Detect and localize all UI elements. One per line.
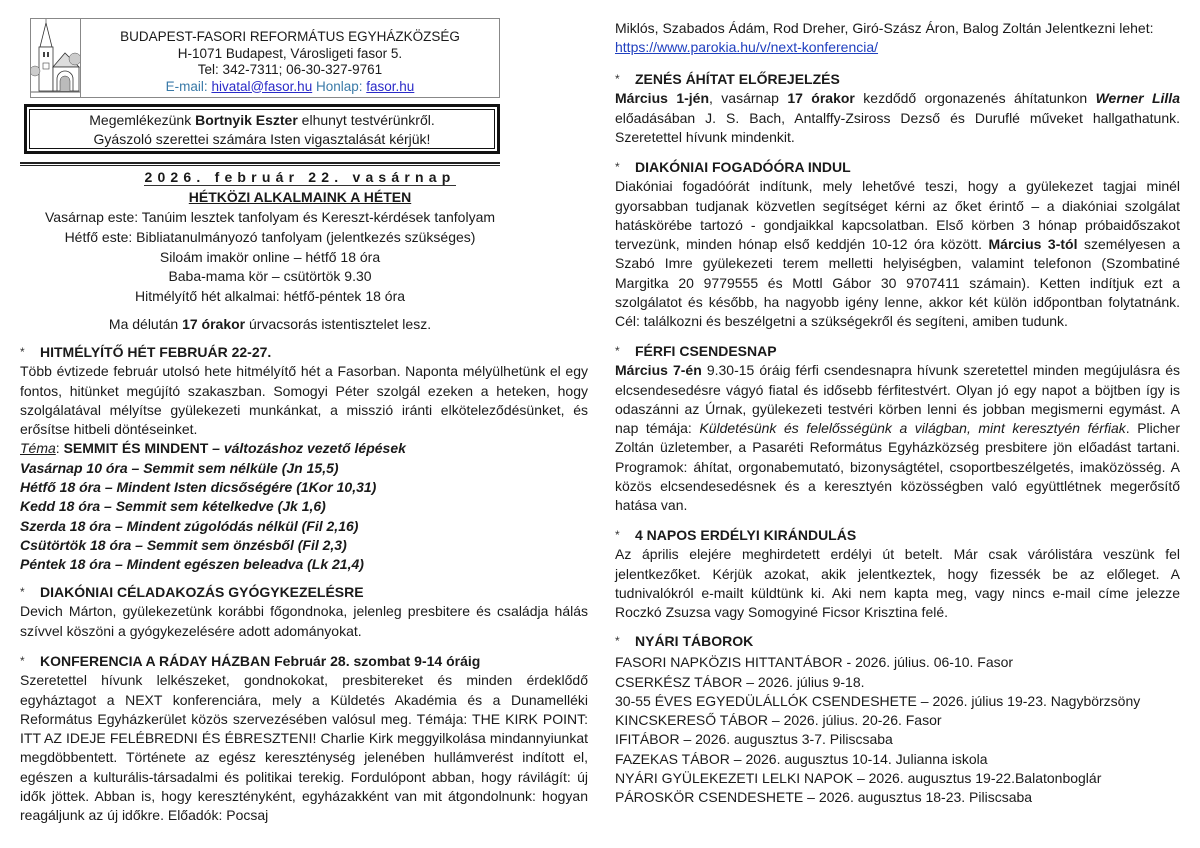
camp-item: KINCSKERESŐ TÁBOR – 2026. július. 20-26. Fasor xyxy=(615,712,942,729)
web-label: Honlap: xyxy=(315,78,363,94)
memorial-text: Megemlékezünk xyxy=(89,112,192,128)
section-body: Az április elejére meghirdetett erdélyi út betelt. Már csak várólistára veszünk fel jelentkezőket. Kérjük azokat, akik jelentkeztek, hogy fizessék be az előleget. A tudnivalókról e-mailt küldtünk ki. Aki nem kapta meg, vagy nincs e-mail címe jelezze Roczkó Zsuzsa vagy Somogyiné Ficsor Krisztina felé. xyxy=(615,546,1180,621)
today-text: Ma délután xyxy=(108,316,179,332)
section-heading xyxy=(615,158,1180,177)
schedule-item: Kedd 18 óra – Semmit sem kételkedve (Jk 1,6) xyxy=(20,498,326,515)
org-contact xyxy=(81,79,499,96)
today-text: úrvacsorás istentisztelet lesz. xyxy=(249,316,432,332)
camp-item: CSERKÉSZ TÁBOR – 2026. július 9-18. xyxy=(615,673,865,690)
section-konferencia-continued xyxy=(615,19,1180,58)
theme-line: Téma: SEMMIT ÉS MINDENT – változáshoz vezető lépések xyxy=(20,440,406,457)
bullet-star-icon: * xyxy=(615,72,620,86)
email-link[interactable]: hivatal@fasor.hu xyxy=(211,78,313,94)
memorial-box xyxy=(24,104,500,154)
weekly-item: Baba-mama kör – csütörtök 9.30 xyxy=(168,268,372,285)
memorial-text: elhunyt testvérünkről. xyxy=(301,112,435,128)
today-time: 17 órakor xyxy=(182,316,246,332)
section-title: HITMÉLYÍTŐ HÉT FEBRUÁR 22-27. xyxy=(40,344,272,360)
section-title: ZENÉS ÁHÍTAT ELŐREJELZÉS xyxy=(635,71,840,87)
bullet-star-icon: * xyxy=(20,654,25,668)
camp-item: 30-55 ÉVES EGYEDÜLÁLLÓK CSENDESHETE – 2026. július 19-23. Nagybörzsöny xyxy=(615,692,1141,709)
theme-subtitle: – változáshoz vezető lépések xyxy=(212,440,406,457)
bullet-star-icon: * xyxy=(615,160,620,174)
section-body: Március 7-én 9.30-15 óráig férfi csendesnapra hívunk szeretettel minden megújulásra és elcsendesedésre vágyó fiatal és idősebb férfitestvért. Olyan jó egy napot a böjtben így is odaszánni az Úrnak, gyülekezeti testvéri körben lenni és jobban megismerni egymást. A nap témája: Küldetésünk és felelősségünk a világban, mint keresztyén férfiak. Plicher Zoltán üzletember, a Pasaréti Református Egyházközség presbitere jön előadást tartani. Programok: áhítat, orgonabemutató, bizonyságtétel, csoportbeszélgetés, imaközösség. A közös elcsendesedésnek és a keresztyén közösségben való együttlétnek megerősítő hatása van. xyxy=(615,362,1180,514)
letterhead-text xyxy=(81,19,499,97)
org-name: BUDAPEST-FASORI REFORMÁTUS EGYHÁZKÖZSÉG xyxy=(120,29,460,44)
bullet-star-icon: * xyxy=(20,585,25,599)
memorial-name: Bortnyik Eszter xyxy=(195,112,298,128)
section-body: Miklós, Szabados Ádám, Rod Dreher, Giró-Szász Áron, Balog Zoltán Jelentkezni lehet: xyxy=(615,20,1154,36)
theme-title: SEMMIT ÉS MINDENT xyxy=(63,440,209,457)
schedule-item: Szerda 18 óra – Mindent zúgolódás nélkül (Fil 2,16) xyxy=(20,517,359,534)
section-heading xyxy=(615,632,1180,651)
header-divider xyxy=(20,162,500,166)
weekly-list xyxy=(0,208,540,307)
section-title: FÉRFI CSENDESNAP xyxy=(635,343,777,359)
section-heading xyxy=(20,343,588,362)
date-heading-text: 2026. február 22. vasárnap xyxy=(144,169,456,185)
bullet-star-icon: * xyxy=(20,345,25,359)
org-address: H-1071 Budapest, Városligeti fasor 5. xyxy=(177,45,403,61)
camp-item: NYÁRI GYÜLEKEZETI LELKI NAPOK – 2026. augusztus 19-22.Balatonboglár xyxy=(615,770,1102,787)
section-ferfi xyxy=(615,342,1180,516)
section-title: 4 NAPOS ERDÉLYI KIRÁNDULÁS xyxy=(635,527,857,543)
section-body: Március 1-jén, vasárnap 17 órakor kezdődő orgonazenés áhítatunkon Werner Lilla előadásában J. S. Bach, Antalffy-Zsiross Dezső és Duruflé műveket hallgathatunk. Szeretettel hívunk mindenkit. xyxy=(615,90,1180,145)
section-body: Devich Márton, gyülekezetünk korábbi főgondnoka, jelenleg presbitere és családja hálás szívvel köszöni a gyógykezelésére adott adományokat. xyxy=(20,603,588,639)
section-hitmelyito xyxy=(20,343,588,575)
church-drawing-icon xyxy=(31,19,81,97)
section-body: Szeretettel hívunk lelkészeket, gondnokokat, presbitereket és minden érdeklődő egyháztagot a NEXT konferenciára, mely a Küldetés Akadémia és a Dunamelléki Református Egyházkerület közös szervezésében valósul meg. Témája: THE KIRK POINT: ITT AZ IDEJE FELÉBREDNI ÉS ÉBRESZTENI! Charlie Kirk meggyilkolása mindannyiunkat megdöbbentett. Története az egész kereszténység jelenében hullámverést indított el, egészen a kulturális-társadalmi és politikai terekig. Fordulópont abban, hogy rávilágít: új idők jöttek. Abban is, hogy keresztényként, egyházakként van mit átgondolnunk: hogyan reagáljunk az új időkre. Előadók: Pocsaj xyxy=(20,672,588,824)
section-fogadoora xyxy=(615,158,1180,332)
letterhead xyxy=(30,18,500,98)
section-body: Diakóniai fogadóórát indítunk, mely lehetővé teszi, hogy a gyülekezet tagjai minél gyorsabban tudjanak közvetlen segítséget kérni az őket érintő – a diakóniai szolgálat hatáskörébe tartozó - gondjaikkal kapcsolatban. Első körben 3 hónap próbaidőszakot tervezünk, minden hónap első keddjén 10-12 óra között. Március 3-tól személyesen a Szabó Imre gyülekezeti terem melletti helyiségben, valamint telefonon (Szombatiné Margitka 20 9779555 és Mottl Gábor 30 9707411 számain). Ketten indítjuk ezt a szolgálatot és később, ha nagyobb igény lenne, akkor két külön időpontban folytatnánk. Cél: találkozni és beszélgetni a szükségekről és segíteni, amiben tudunk. xyxy=(615,178,1180,330)
section-konferencia xyxy=(20,652,588,826)
section-title: DIAKÓNIAI FOGADÓÓRA INDUL xyxy=(635,159,851,175)
weekly-item: Vasárnap este: Tanúim lesztek tanfolyam és Kereszt-kérdések tanfolyam xyxy=(44,209,496,225)
section-title: KONFERENCIA A RÁDAY HÁZBAN Február 28. szombat 9-14 óráig xyxy=(40,653,481,669)
weekly-title-text: HÉTKÖZI ALKALMAINK A HÉTEN xyxy=(188,189,412,205)
bullet-star-icon: * xyxy=(615,344,620,358)
section-title: DIAKÓNIAI CÉLADAKOZÁS GYÓGYKEZELÉSRE xyxy=(40,584,364,600)
email-label: E-mail: xyxy=(165,78,208,94)
section-heading xyxy=(20,652,588,671)
weekly-item: Siloám imakör online – hétfő 18 óra xyxy=(159,248,381,265)
camp-item: FASORI NAPKÖZIS HITTANTÁBOR - 2026. július. 06-10. Fasor xyxy=(615,654,1014,671)
section-taborok xyxy=(615,632,1180,808)
camp-item: FAZEKAS TÁBOR – 2026. augusztus 10-14. Julianna iskola xyxy=(615,750,988,767)
section-celadakozas xyxy=(20,583,588,641)
section-heading xyxy=(615,342,1180,361)
camp-item: IFITÁBOR – 2026. augusztus 3-7. Piliscsaba xyxy=(615,731,893,748)
schedule-item: Hétfő 18 óra – Mindent Isten dicsőségére (1Kor 10,31) xyxy=(20,479,377,496)
weekly-title xyxy=(0,188,600,207)
section-erdely xyxy=(615,526,1180,622)
section-heading xyxy=(615,70,1180,89)
conference-link[interactable]: https://www.parokia.hu/v/next-konferencia/ xyxy=(615,39,879,56)
weekly-item: Hétfő este: Bibliatanulmányozó tanfolyam (jelentkezés szükséges) xyxy=(64,228,476,245)
weekly-item: Hitmélyítő hét alkalmai: hétfő-péntek 18 óra xyxy=(134,288,406,305)
memorial-line-2: Gyászoló szerettei számára Isten vigasztalását kérjük! xyxy=(93,131,431,147)
section-title: NYÁRI TÁBOROK xyxy=(635,633,754,649)
bullet-star-icon: * xyxy=(615,634,620,648)
org-phone: Tel: 342-7311; 06-30-327-9761 xyxy=(197,62,383,77)
memorial-line-1 xyxy=(27,111,497,130)
section-heading xyxy=(615,526,1180,545)
schedule-item: Péntek 18 óra – Mindent egészen beleadva (Lk 21,4) xyxy=(20,556,364,573)
section-zenes xyxy=(615,70,1180,147)
web-link[interactable]: fasor.hu xyxy=(366,78,415,94)
bullet-star-icon: * xyxy=(615,528,620,542)
today-notice xyxy=(0,315,540,334)
section-body: Több évtizede február utolsó hete hitmélyítő hét a Fasorban. Naponta mélyülhetünk el egy fontos, hitünket megújító szakaszban. Somogyi Péter szolgál ezeken a heteken, hogy szolgálatával mélyítse gyülekezeti munkánkat, a misszió iránti elköteleződésünket, és erősítse hitbeli döntéseinket. xyxy=(20,363,588,438)
theme-label: Téma xyxy=(20,440,56,457)
camp-item: PÁROSKÖR CSENDESHETE – 2026. augusztus 18-23. Piliscsaba xyxy=(615,789,1033,806)
schedule-item: Vasárnap 10 óra – Semmit sem nélküle (Jn 15,5) xyxy=(20,459,339,476)
schedule-item: Csütörtök 18 óra – Semmit sem önzésből (Fil 2,3) xyxy=(20,536,347,553)
section-heading xyxy=(20,583,588,602)
date-heading xyxy=(0,168,600,187)
